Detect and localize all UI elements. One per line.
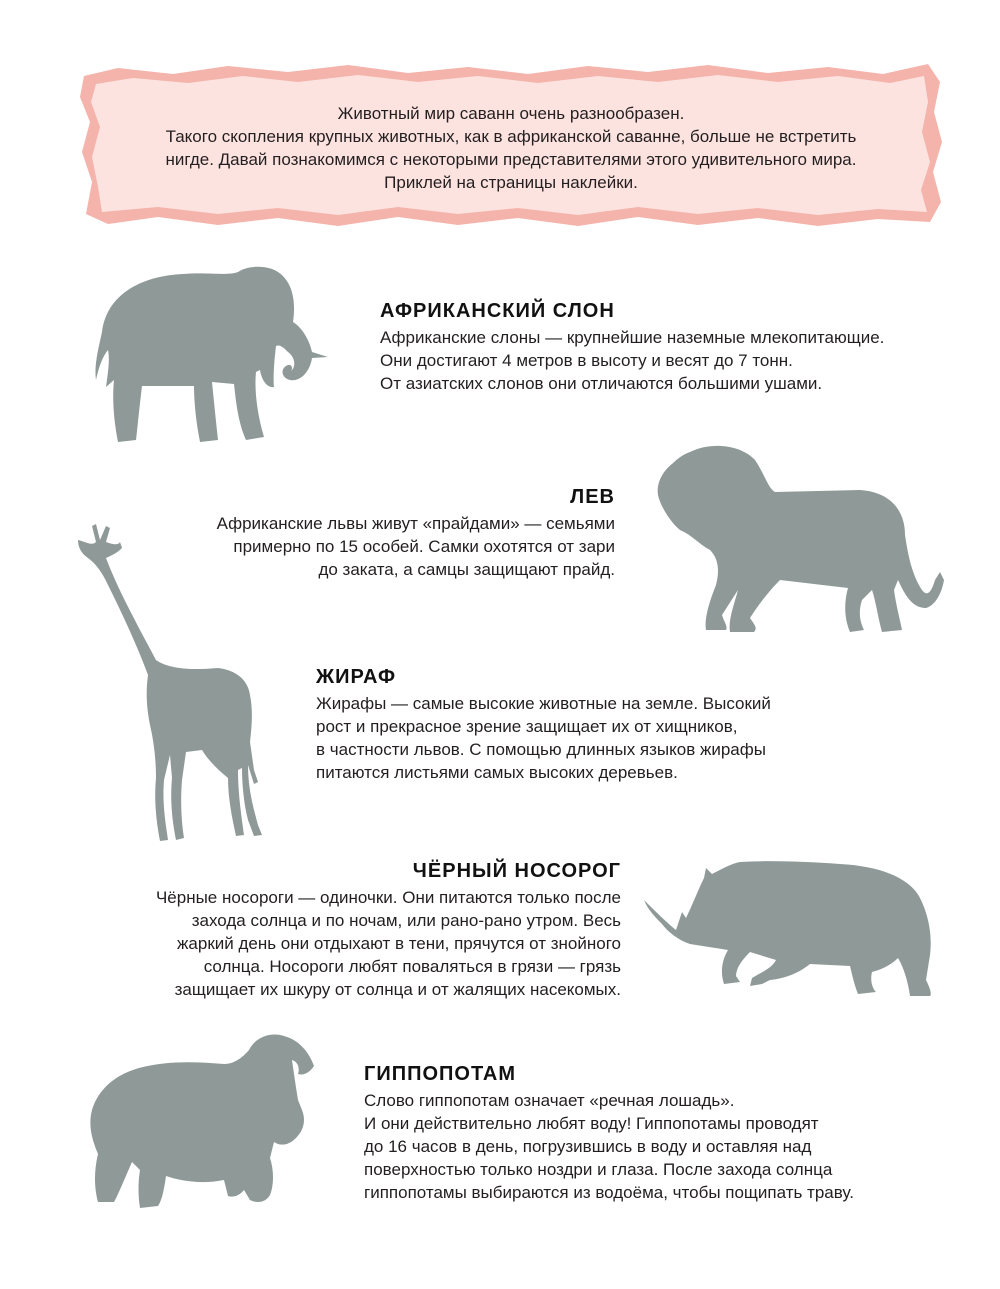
elephant-line: Африканские слоны — крупнейшие наземные млекопитающие. <box>380 328 885 347</box>
intro-text <box>118 102 904 194</box>
lion-line: примерно по 15 особей. Самки охотятся от зари <box>233 537 615 556</box>
elephant-line: От азиатских слонов они отличаются большими ушами. <box>380 374 823 393</box>
elephant-title: АФРИКАНСКИЙ СЛОН <box>380 300 615 322</box>
rhino-title: ЧЁРНЫЙ НОСОРОГ <box>412 860 621 882</box>
intro-line: Такого скопления крупных животных, как в африканской саванне, больше не встретить <box>165 127 857 146</box>
rhino-line: Чёрные носороги — одиночки. Они питаются только после <box>155 888 621 907</box>
rhino-line: солнца. Носороги любят поваляться в грязи — грязь <box>203 957 621 976</box>
lion-line: Африканские львы живут «прайдами» — семьями <box>216 514 615 533</box>
rhino-silhouette-icon <box>640 860 940 1000</box>
lion-silhouette-icon <box>650 440 950 635</box>
rhino-line: защищает их шкуру от солнца и от жалящих насекомых. <box>174 980 621 999</box>
rhino-section <box>78 860 621 1001</box>
hippo-line: И они действительно любят воду! Гиппопотамы проводят <box>364 1114 819 1133</box>
giraffe-line: рост и прекрасное зрение защищает их от хищников, <box>316 717 738 736</box>
elephant-silhouette-icon <box>88 262 333 447</box>
lion-title: ЛЕВ <box>570 486 615 508</box>
rhino-line: захода солнца и по ночам, или рано-рано утром. Весь <box>191 911 621 930</box>
lion-section <box>165 486 615 581</box>
hippo-line: до 16 часов в день, погрузившись в воду и оставляя над <box>364 1137 812 1156</box>
giraffe-line: Жирафы — самые высокие животные на земле. Высокий <box>316 694 771 713</box>
intro-line: Животный мир саванн очень разнообразен. <box>337 104 685 123</box>
hippo-title: ГИППОПОТАМ <box>364 1063 517 1085</box>
intro-banner <box>78 62 944 228</box>
hippo-line: Слово гиппопотам означает «речная лошадь». <box>364 1091 735 1110</box>
rhino-line: жаркий день они отдыхают в тени, прячутся от знойного <box>177 934 621 953</box>
giraffe-section <box>316 666 836 784</box>
intro-line: нигде. Давай познакомимся с некоторыми представителями этого удивительного мира. <box>165 150 857 169</box>
elephant-line: Они достигают 4 метров в высоту и весят до 7 тонн. <box>380 351 793 370</box>
lion-line: до заката, а самцы защищают прайд. <box>318 560 615 579</box>
intro-line: Приклей на страницы наклейки. <box>384 173 638 192</box>
hippo-line: гиппопотамы выбираются из водоёма, чтобы пощипать траву. <box>364 1183 854 1202</box>
hippo-silhouette-icon <box>84 1030 319 1215</box>
hippo-section <box>364 1063 924 1204</box>
elephant-section <box>380 300 942 395</box>
giraffe-line: в частности львов. С помощью длинных языков жирафы <box>316 740 766 759</box>
giraffe-line: питаются листьями самых высоких деревьев. <box>316 763 678 782</box>
giraffe-title: ЖИРАФ <box>316 666 397 688</box>
hippo-line: поверхностью только ноздри и глаза. После захода солнца <box>364 1160 833 1179</box>
